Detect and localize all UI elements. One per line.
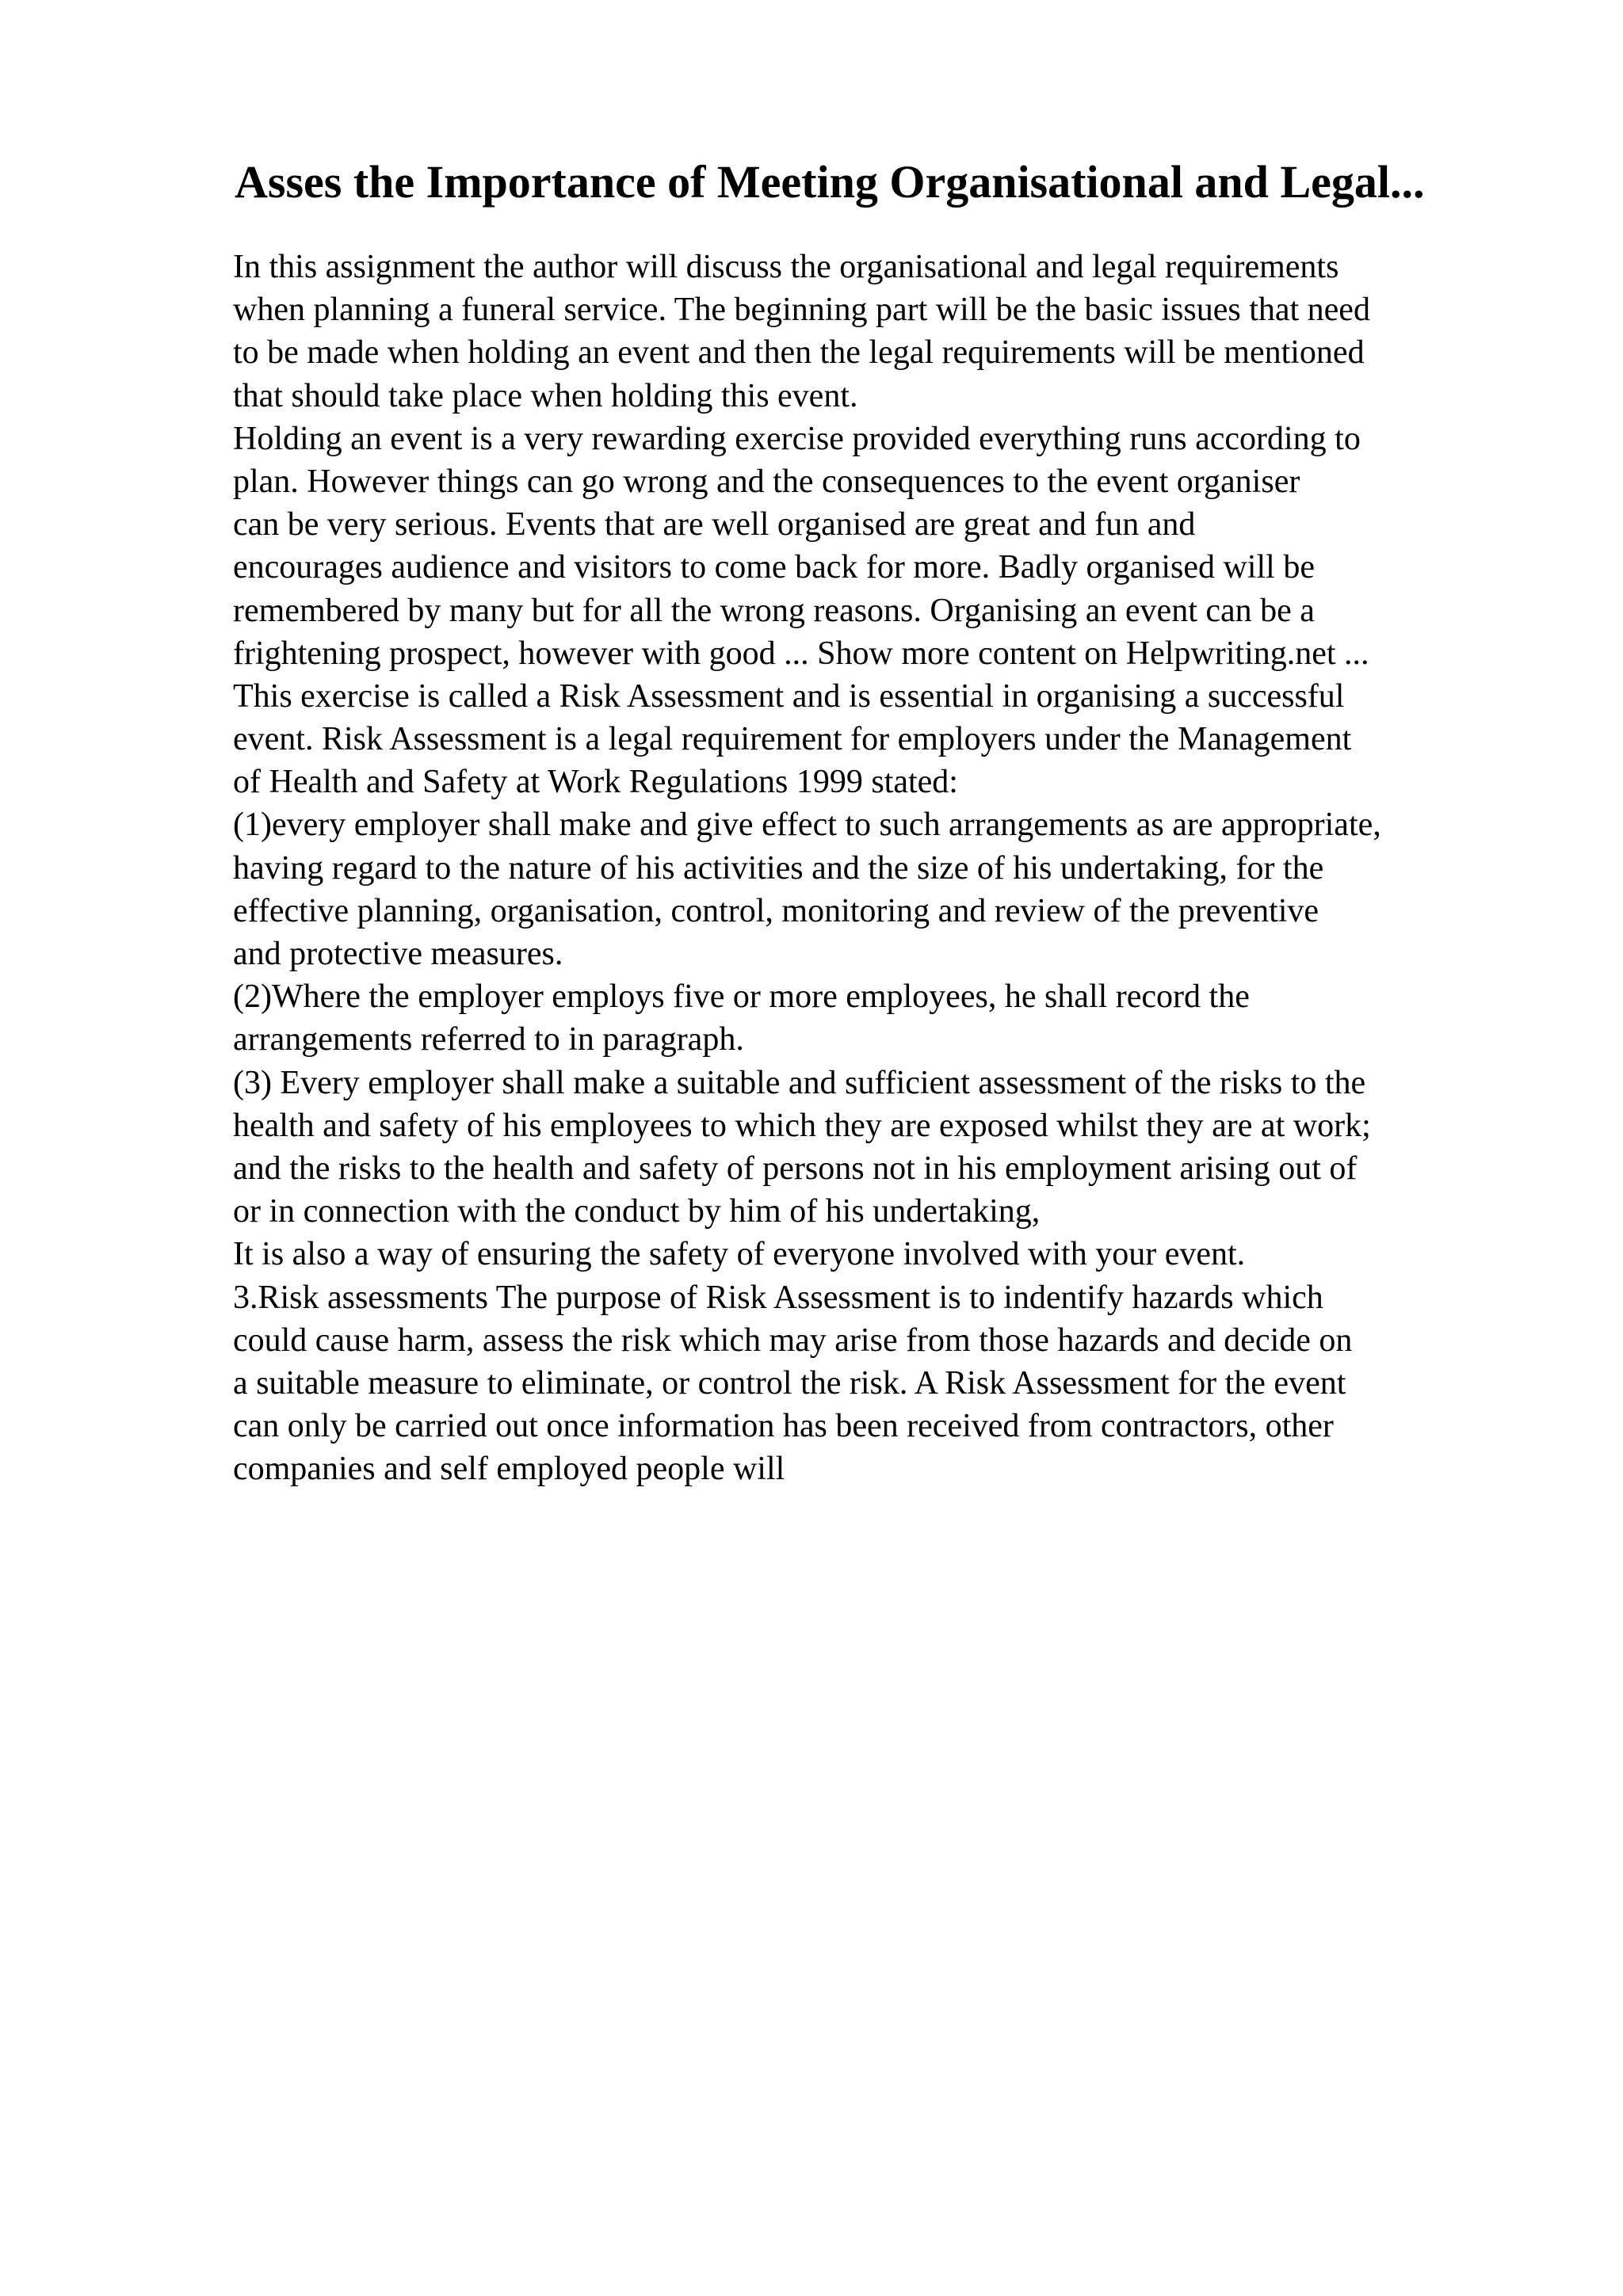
body-line: having regard to the nature of his activities and the size of his undertaking, for the <box>233 849 1324 887</box>
body-line: remembered by many but for all the wrong reasons. Organising an event can be a <box>233 592 1315 629</box>
document-title: Asses the Importance of Meeting Organisational and Legal... <box>235 156 1425 208</box>
body-line: plan. However things can go wrong and the consequences to the event organiser <box>233 463 1300 500</box>
body-line: arrangements referred to in paragraph. <box>233 1021 744 1058</box>
body-line: (1)every employer shall make and give effect to such arrangements as are appropriate, <box>233 807 1381 844</box>
body-line: and the risks to the health and safety of persons not in his employment arising out of <box>233 1150 1358 1187</box>
body-line: health and safety of his employees to which they are exposed whilst they are at work; <box>233 1107 1371 1144</box>
body-line: Holding an event is a very rewarding exercise provided everything runs according to <box>233 420 1361 457</box>
body-line: and protective measures. <box>233 936 563 972</box>
body-line: (2)Where the employer employs five or more employees, he shall record the <box>233 978 1250 1016</box>
body-line: to be made when holding an event and then the legal requirements will be mentioned <box>233 334 1365 372</box>
body-line: of Health and Safety at Work Regulations 1999 stated: <box>233 764 958 801</box>
body-line: could cause harm, assess the risk which may arise from those hazards and decide on <box>233 1322 1353 1359</box>
body-line: a suitable measure to eliminate, or control the risk. A Risk Assessment for the event <box>233 1364 1346 1402</box>
body-line: (3) Every employer shall make a suitable and sufficient assessment of the risks to the <box>233 1064 1366 1101</box>
body-line: event. Risk Assessment is a legal requirement for employers under the Management <box>233 721 1352 758</box>
document-body <box>233 246 1612 1490</box>
body-line: can only be carried out once information has been received from contractors, other <box>233 1408 1334 1445</box>
body-line: can be very serious. Events that are well organised are great and fun and <box>233 506 1196 543</box>
body-line: companies and self employed people will <box>233 1451 785 1488</box>
body-line: This exercise is called a Risk Assessment and is essential in organising a successful <box>233 677 1345 715</box>
body-line: frightening prospect, however with good ... Show more content on Helpwriting.net ... <box>233 635 1369 672</box>
body-line: In this assignment the author will discuss the organisational and legal requirements <box>233 249 1339 285</box>
body-line: It is also a way of ensuring the safety of everyone involved with your event. <box>233 1236 1246 1273</box>
body-line: effective planning, organisation, control, monitoring and review of the preventive <box>233 892 1319 929</box>
body-line: 3.Risk assessments The purpose of Risk Assessment is to indentify hazards which <box>233 1279 1323 1316</box>
body-line: when planning a funeral service. The beginning part will be the basic issues that need <box>233 292 1370 329</box>
body-line: that should take place when holding this event. <box>233 377 858 414</box>
body-line: or in connection with the conduct by him of his undertaking, <box>233 1193 1041 1230</box>
body-line: encourages audience and visitors to come back for more. Badly organised will be <box>233 549 1315 586</box>
